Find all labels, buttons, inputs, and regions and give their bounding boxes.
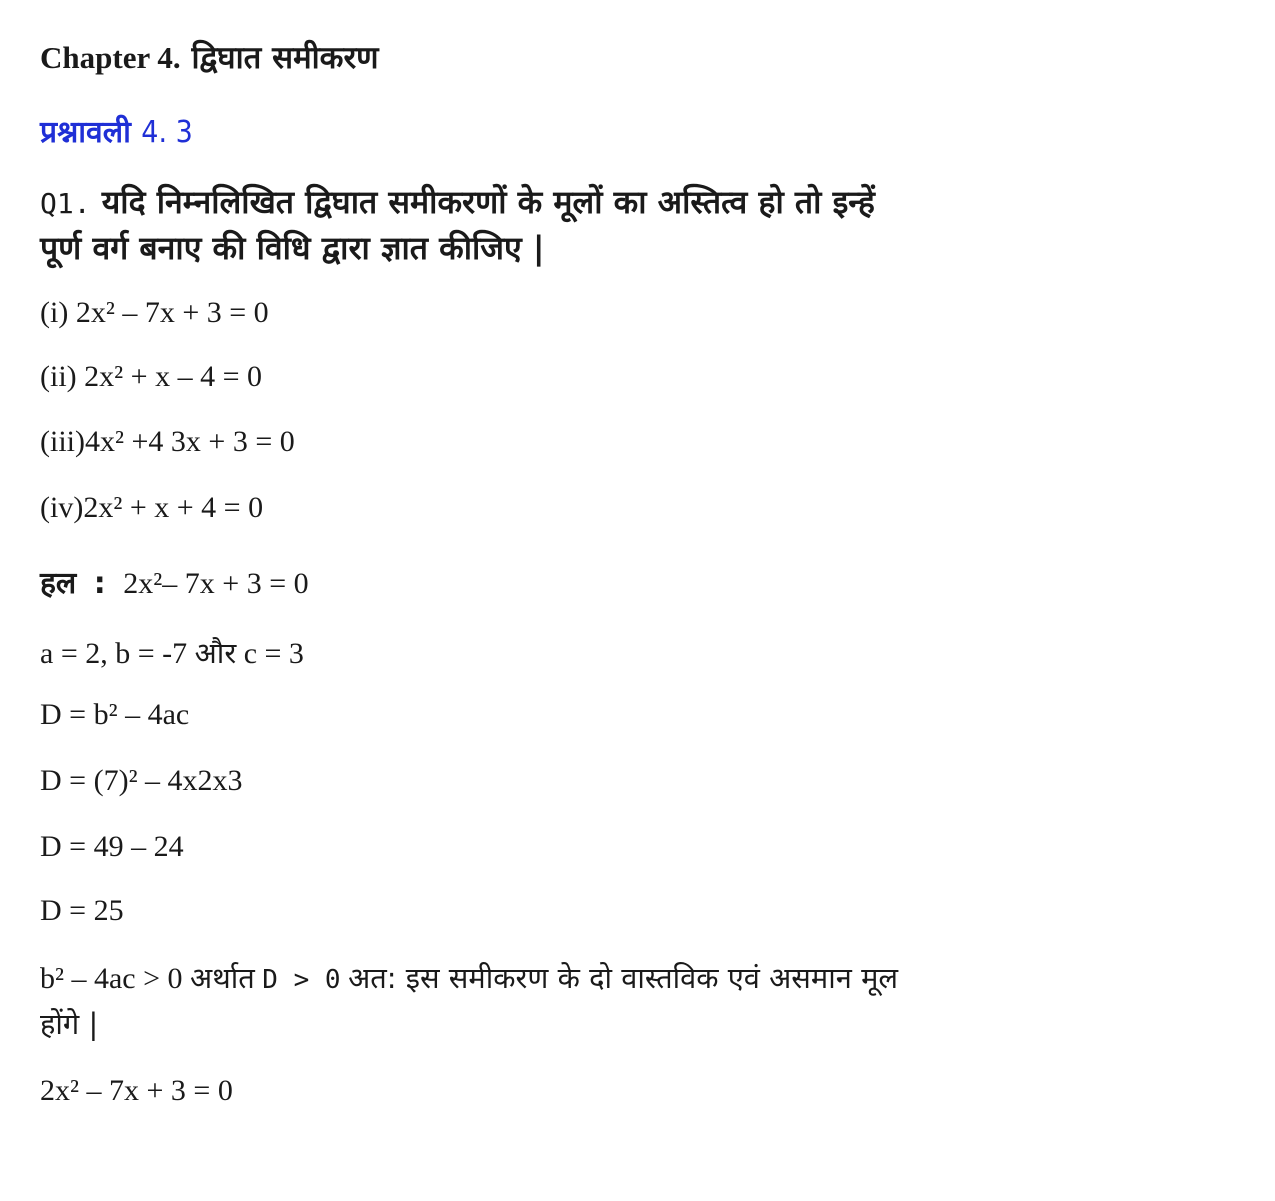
chapter-number: Chapter 4.: [40, 40, 181, 75]
part-equation: 2x² – 7x + 3 = 0: [75, 296, 269, 329]
part-iii: [40, 425, 295, 459]
part-equation: 2x² + x – 4 = 0: [84, 360, 262, 393]
part-equation: 2x² + x + 4 = 0: [83, 491, 264, 524]
exercise-heading: [40, 110, 193, 151]
part-iv: [40, 491, 263, 525]
part-ii: [40, 360, 262, 394]
step-discriminant-formula: D = b² – 4ac: [40, 698, 190, 731]
exercise-number: 4. 3: [141, 115, 193, 150]
solution-label: हल: [40, 566, 77, 601]
conclusion-mono: D > 0: [262, 965, 341, 995]
question-number: Q1.: [40, 187, 91, 220]
part-label: (i): [40, 296, 69, 329]
solution-heading: [40, 561, 309, 602]
solution-colon: :: [93, 566, 106, 601]
question-text: [40, 180, 880, 271]
part-label: (iii): [40, 425, 85, 458]
part-label: (iv): [40, 491, 84, 524]
conclusion-hindi-2: अत: इस समीकरण के दो वास्तविक एवं असमान मूल होंगे |: [40, 961, 899, 1041]
question-body: यदि निम्नलिखित द्विघात समीकरणों के मूलों का अस्तित्व हो तो इन्हें पूर्ण वर्ग बनाए की विधि द्वारा ज्ञात कीजिए |: [40, 183, 875, 267]
step-discriminant-result: D = 25: [40, 894, 124, 927]
solution-equation: 2x²– 7x + 3 = 0: [123, 567, 309, 600]
coeff-conjunction: और: [194, 636, 237, 670]
coefficients: [40, 633, 304, 672]
step-discriminant-subtraction: D = 49 – 24: [40, 830, 184, 863]
conclusion-paragraph: [40, 956, 900, 1047]
chapter-heading: [40, 36, 379, 78]
chapter-title: द्विघात समीकरण: [191, 40, 379, 76]
part-label: (ii): [40, 360, 77, 393]
step-discriminant-substitution: D = (7)² – 4x2x3: [40, 764, 243, 797]
part-i: [40, 296, 269, 330]
part-equation: 4x² +4 3x + 3 = 0: [85, 425, 295, 458]
final-equation: 2x² – 7x + 3 = 0: [40, 1074, 233, 1107]
exercise-label: प्रश्नावली: [40, 115, 131, 150]
conclusion-hindi-1: अर्थात: [190, 961, 255, 995]
conclusion-math: b² – 4ac > 0: [40, 962, 183, 995]
coeff-suffix: c = 3: [243, 637, 304, 670]
coeff-prefix: a = 2, b = -7: [40, 637, 188, 670]
